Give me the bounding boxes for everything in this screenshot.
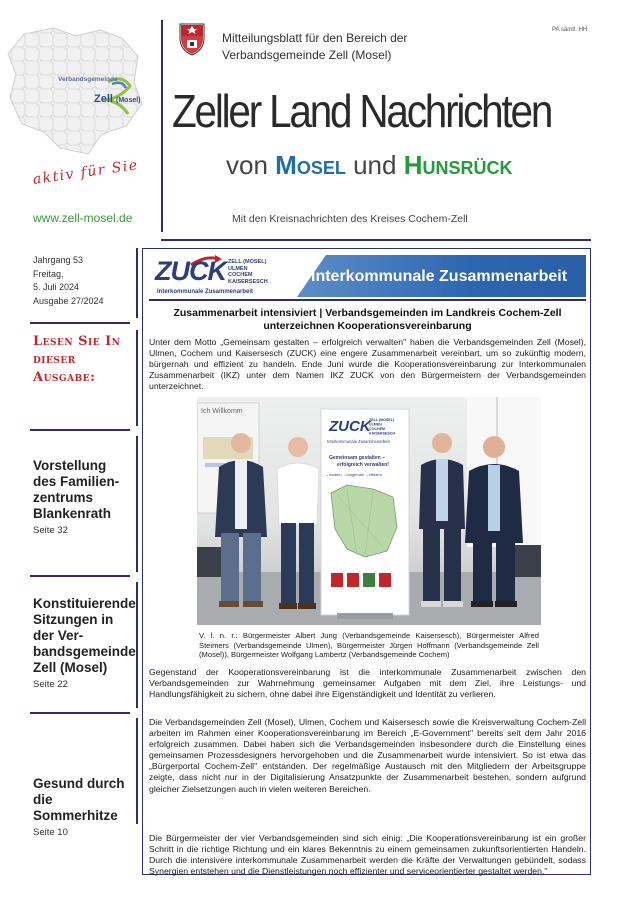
publication-subtitle: Mitteilungsblatt für den Bereich der Verbandsgemeinde Zell (Mosel) [222,31,408,62]
pa-note: PA sämtl. HH [552,27,588,33]
zuck-logo-subtitle: Interkommunale Zusammenarbeit [157,289,254,295]
rollup-name: COCHEM [369,427,385,431]
teaser-title: Gesund durch die Sommerhitze [33,776,125,823]
sidebar-rule [30,322,130,324]
rollup-logo: ZUCK [329,418,371,435]
wall-text: Ich Willkomm [201,408,243,415]
zuck-logo [149,253,299,299]
zuck-member-list: ZELL (MOSEL) ULMEN COCHEM KAISERSESCH [228,259,268,285]
sidebar-rule [30,575,130,577]
article-paragraph: Die Verbandsgemeinden Zell (Mosel), Ulmen, Cochem und Kaisersesch sowie die Kreisverwaltung Cochem-Zell arbeiten im Rahmen einer Kooperationsvereinbarung im Bereich „E-Government" bereits seit dem Jahr 2016 erfolgreich zusammen. Dabei haben sich die Verbandsgemeinden insbesondere durch die Einstellung eines gemeinsamen Prozessdesigners hervorgehoben und die Zusammenarbeit wurde intensiviert. So ist etwa das „Bürgerportal Cochem-Zell" entstanden. Der regelmäßige Austausch mit den Mitgliedern der Arbeitsgruppe zeigte, dass nicht nur in der Digitalisierung Ansatzpunkte der Zusammenarbeit bestehen, sondern aufgrund gleicher Zielsetzungen auch in vielen weiteren Bereichen. [149,717,586,794]
rollup-name: ULMEN [369,422,382,427]
teaser-page: Seite 32 [33,525,68,536]
slogan: aktiv für Sie [31,157,140,188]
group-photo-illustration [197,397,541,625]
teaser-title: Konstituierende Sitzungen in der Ver-bandsgemeinde Zell (Mosel) [33,596,136,675]
article-box [142,248,591,875]
rollup-motto: Gemeinsam gestalten – [329,455,385,461]
banner-rule [149,299,586,301]
article-paragraph: Unter dem Motto „Gemeinsam gestalten – erfolgreich verwalten" haben die Verbandsgemeinden Zell (Mosel), Ulmen, Cochem und Kaisersesch (ZUCK) eine engere Zusammenarbeit vereinbart, um so zukünftig modern, bürgernah und effizient zu handeln. Ende Juni wurde die Kooperationsvereinbarung zur Interkommunalen Zusammenarbeit (IKZ) unter dem Namen IKZ ZUCK von den Bürgermeistern der Verbandsgemeinden unterzeichnet. [149,337,586,392]
article-banner [149,253,586,299]
rollup-motto: erfolgreich verwalten! [337,462,389,468]
logo-text-main: Zell (Mosel) [94,93,141,105]
sidebar-divider [136,248,138,318]
teaser-page: Seite 22 [33,679,68,690]
sidebar-divider [136,582,138,708]
header-rule [161,239,591,241]
article-photo [197,397,541,625]
rollup-motto: →modern →bürgernah →effizient [325,473,382,477]
regional-subtitle: von Mosel und Hunsrück [226,150,513,180]
teaser-title: Vorstellung des Familien-zentrums Blankenrath [33,458,120,521]
sidebar-rule [30,429,130,431]
rollup-subtitle: Interkommunale Zusammenarbeit [327,439,390,444]
article-paragraph: Die Bürgermeister der vier Verbandsgemeinden sind sich einig: „Die Kooperationsvereinbarung ist ein großer Schritt in die richtige Richtung und ein klares Bekenntnis zu einem gemeinsamen zukunftsorientierten Handeln. Durch die intensivere interkommunale Zusammenarbeit werden die Kräfte der Verwaltungen gebündelt, sodass Synergien entstehen und die Dienstleistungen noch effizienter und serviceorientierter gestaltet werden." [149,833,586,877]
logo-text-top: Verbandsgemeinde [58,76,118,83]
banner-title: Interkommunale Zusammenarbeit [311,268,568,285]
zuck-logo-text: ZUCK [155,256,226,286]
website-link[interactable]: www.zell-mosel.de [33,211,133,225]
sidebar-divider [136,330,138,426]
teaser-item[interactable] [33,458,133,536]
sidebar-rule [30,712,130,714]
rollup-name: KAISERSESCH [369,431,395,436]
sidebar-divider [136,718,138,824]
sidebar [0,248,150,888]
kreis-note: Mit den Kreisnachrichten des Kreises Cochem-Zell [232,213,468,225]
page-title: Zeller Land Nachrichten [172,85,552,137]
coat-of-arms-icon [178,20,206,56]
teaser-item[interactable] [33,596,136,690]
issue-info: Jahrgang 53 Freitag, 5. Juli 2024 Ausgabe 27/2024 [33,255,104,306]
article-headline: Zusammenarbeit intensiviert | Verbandsgemeinden im Landkreis Cochem-Zell unterzeichnen Kooperationsvereinbarung [173,307,562,332]
header-divider-vertical [161,20,163,232]
article-paragraph: Gegenstand der Kooperationsvereinbarung ist die interkommunale Zusammenarbeit zwischen den Verbandsgemeinden zur Wahrnehmung gemeinsamer Aufgaben mit dem Ziel, ihre Leistungs- und Handlungsfähigkeit zu sichern, ohne dabei ihre Eigenständigkeit und Identität zu verlieren. [149,667,586,700]
teaser-item[interactable] [33,776,133,838]
in-this-issue-heading: Lesen Sie In dieser Ausgabe: [33,334,121,385]
rollup-name: ZELL (MOSEL) [369,418,395,422]
teaser-page: Seite 10 [33,827,68,838]
masthead-logo [0,0,150,240]
photo-caption: V. l. n. r.: Bürgermeister Albert Jung (Verbandsgemeinde Kaisersesch), Bürgermeister Alfred Steimers (Verbandsgemeinde Ulmen), Bürgermeister Jürgen Hoffmann (Verbandsgemeinde Zell (Mosel)), Bürgermeister Wolfgang Lambertz (Verbandsgemeinde Cochem) [199,631,539,659]
sidebar-divider [136,436,138,572]
